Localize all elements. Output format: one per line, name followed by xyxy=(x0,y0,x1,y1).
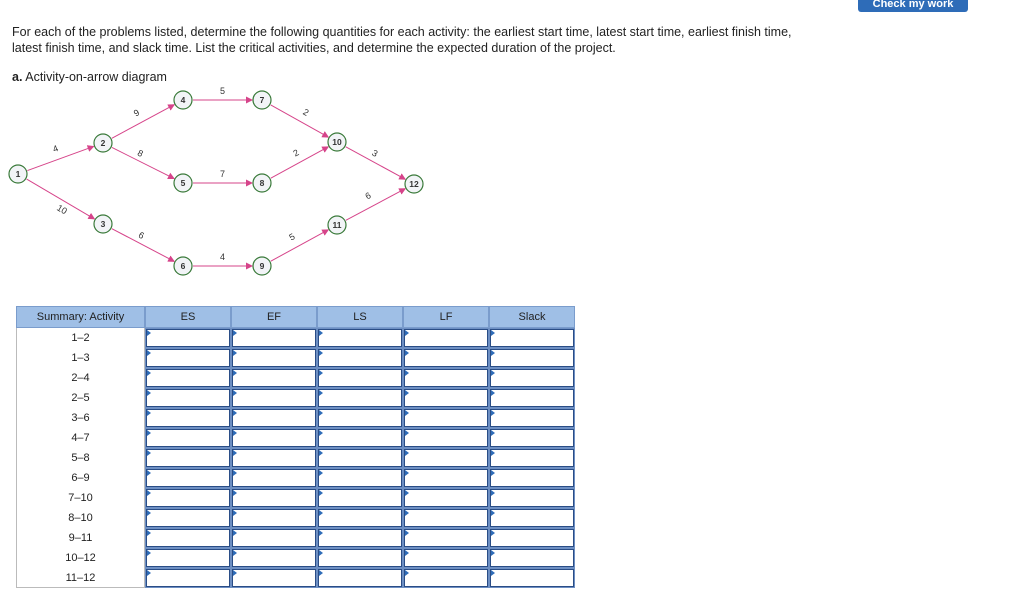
es-input[interactable] xyxy=(146,409,230,427)
activity-duration-label: 9 xyxy=(131,107,142,119)
ls-input[interactable] xyxy=(318,529,402,547)
lf-cell xyxy=(403,508,489,528)
ef-input[interactable] xyxy=(232,429,316,447)
slack-cell xyxy=(489,448,575,468)
slack-input[interactable] xyxy=(490,349,574,367)
ls-input[interactable] xyxy=(318,509,402,527)
ls-cell xyxy=(317,528,403,548)
event-node-3 xyxy=(94,215,112,233)
table-row xyxy=(16,348,575,368)
activity-duration-label: 7 xyxy=(219,169,226,179)
event-node-11 xyxy=(328,216,346,234)
lf-input[interactable] xyxy=(404,389,488,407)
activity-duration-label: 2 xyxy=(301,106,311,118)
es-input[interactable] xyxy=(146,509,230,527)
slack-cell xyxy=(489,408,575,428)
slack-column-header: Slack xyxy=(489,306,575,328)
event-node-label: 7 xyxy=(259,95,265,105)
event-node-label: 8 xyxy=(259,178,265,188)
es-input[interactable] xyxy=(146,429,230,447)
lf-cell xyxy=(403,448,489,468)
activity-label: 10–12 xyxy=(16,548,145,568)
event-node-label: 4 xyxy=(180,95,186,105)
activity-label: 7–10 xyxy=(16,488,145,508)
ls-cell xyxy=(317,328,403,348)
es-cell xyxy=(145,488,231,508)
ef-cell xyxy=(231,348,317,368)
event-node-label: 10 xyxy=(332,137,342,147)
slack-cell xyxy=(489,328,575,348)
slack-input[interactable] xyxy=(490,509,574,527)
ef-cell xyxy=(231,528,317,548)
event-node-label: 5 xyxy=(180,178,186,188)
ef-cell xyxy=(231,488,317,508)
activity-duration-label: 8 xyxy=(135,147,145,159)
slack-cell xyxy=(489,568,575,588)
activity-column-header: Summary: Activity xyxy=(16,306,145,328)
activity-label: 6–9 xyxy=(16,468,145,488)
lf-cell xyxy=(403,468,489,488)
es-cell xyxy=(145,388,231,408)
ef-cell xyxy=(231,428,317,448)
problem-instructions: For each of the problems listed, determine the following quantities for each activity: the earliest start time, latest start time, earliest finish time, latest finish time, and slack time. List the critical activities, and determine the expected duration of the project. xyxy=(12,25,792,55)
slack-input[interactable] xyxy=(490,549,574,567)
event-node-2 xyxy=(94,134,112,152)
check-my-work-button[interactable]: Check my work xyxy=(858,0,968,12)
lf-input[interactable] xyxy=(404,329,488,347)
ef-input[interactable] xyxy=(232,489,316,507)
table-row xyxy=(16,508,575,528)
ef-cell xyxy=(231,448,317,468)
ls-cell xyxy=(317,468,403,488)
event-node-label: 11 xyxy=(332,220,342,230)
ls-input[interactable] xyxy=(318,549,402,567)
lf-input[interactable] xyxy=(404,469,488,487)
ef-input[interactable] xyxy=(232,369,316,387)
lf-input[interactable] xyxy=(404,509,488,527)
slack-input[interactable] xyxy=(490,569,574,587)
activity-label: 3–6 xyxy=(16,408,145,428)
activity-label: 11–12 xyxy=(16,568,145,588)
lf-cell xyxy=(403,348,489,368)
activity-duration-label: 5 xyxy=(219,86,226,96)
event-node-label: 9 xyxy=(259,261,265,271)
lf-input[interactable] xyxy=(404,489,488,507)
activity-duration-label: 4 xyxy=(219,252,226,262)
es-input[interactable] xyxy=(146,329,230,347)
ls-cell xyxy=(317,548,403,568)
ls-column-header: LS xyxy=(317,306,403,328)
event-node-4 xyxy=(174,91,192,109)
activity-duration-label: 5 xyxy=(287,231,297,243)
ls-input[interactable] xyxy=(318,369,402,387)
slack-cell xyxy=(489,548,575,568)
ef-input[interactable] xyxy=(232,469,316,487)
ef-input[interactable] xyxy=(232,569,316,587)
event-node-label: 6 xyxy=(180,261,186,271)
lf-cell xyxy=(403,428,489,448)
slack-cell xyxy=(489,428,575,448)
event-node-6 xyxy=(174,257,192,275)
event-node-1 xyxy=(9,165,27,183)
ef-cell xyxy=(231,388,317,408)
activity-duration-label: 4 xyxy=(51,143,60,155)
lf-column-header: LF xyxy=(403,306,489,328)
ls-cell xyxy=(317,428,403,448)
slack-cell xyxy=(489,368,575,388)
table-row xyxy=(16,468,575,488)
ef-cell xyxy=(231,548,317,568)
lf-cell xyxy=(403,568,489,588)
es-input[interactable] xyxy=(146,389,230,407)
slack-cell xyxy=(489,508,575,528)
ef-cell xyxy=(231,568,317,588)
slack-input[interactable] xyxy=(490,469,574,487)
lf-cell xyxy=(403,388,489,408)
ls-cell xyxy=(317,488,403,508)
ls-cell xyxy=(317,348,403,368)
lf-cell xyxy=(403,368,489,388)
es-cell xyxy=(145,368,231,388)
ls-cell xyxy=(317,408,403,428)
es-cell xyxy=(145,548,231,568)
lf-input[interactable] xyxy=(404,569,488,587)
event-node-8 xyxy=(253,174,271,192)
activity-label: 1–2 xyxy=(16,328,145,348)
lf-input[interactable] xyxy=(404,429,488,447)
table-header-row xyxy=(16,306,575,328)
lf-input[interactable] xyxy=(404,409,488,427)
event-node-5 xyxy=(174,174,192,192)
activity-on-arrow-diagram xyxy=(0,0,1024,300)
es-cell xyxy=(145,568,231,588)
es-cell xyxy=(145,408,231,428)
es-input[interactable] xyxy=(146,369,230,387)
activity-arrow-1-2 xyxy=(27,146,93,170)
table-row xyxy=(16,408,575,428)
ls-input[interactable] xyxy=(318,409,402,427)
ef-input[interactable] xyxy=(232,329,316,347)
es-input[interactable] xyxy=(146,489,230,507)
table-row xyxy=(16,388,575,408)
part-a-title: Activity-on-arrow diagram xyxy=(25,70,167,84)
ef-cell xyxy=(231,408,317,428)
activity-label: 2–4 xyxy=(16,368,145,388)
ef-input[interactable] xyxy=(232,529,316,547)
es-column-header: ES xyxy=(145,306,231,328)
ls-cell xyxy=(317,568,403,588)
activity-duration-label: 3 xyxy=(370,147,380,159)
ls-input[interactable] xyxy=(318,429,402,447)
event-node-label: 1 xyxy=(15,169,21,179)
es-input[interactable] xyxy=(146,529,230,547)
lf-cell xyxy=(403,408,489,428)
event-node-label: 12 xyxy=(409,179,419,189)
ef-input[interactable] xyxy=(232,349,316,367)
slack-input[interactable] xyxy=(490,529,574,547)
slack-input[interactable] xyxy=(490,429,574,447)
lf-cell xyxy=(403,488,489,508)
activity-arrow-7-10 xyxy=(271,105,329,137)
es-cell xyxy=(145,468,231,488)
ef-cell xyxy=(231,328,317,348)
es-input[interactable] xyxy=(146,449,230,467)
table-row xyxy=(16,568,575,588)
lf-input[interactable] xyxy=(404,369,488,387)
lf-input[interactable] xyxy=(404,349,488,367)
ls-input[interactable] xyxy=(318,349,402,367)
lf-cell xyxy=(403,548,489,568)
activity-label: 5–8 xyxy=(16,448,145,468)
activity-arrow-11-12 xyxy=(346,189,405,221)
slack-cell xyxy=(489,488,575,508)
slack-input[interactable] xyxy=(490,489,574,507)
table-row xyxy=(16,548,575,568)
ls-input[interactable] xyxy=(318,449,402,467)
ls-cell xyxy=(317,368,403,388)
lf-cell xyxy=(403,528,489,548)
activity-label: 9–11 xyxy=(16,528,145,548)
slack-cell xyxy=(489,348,575,368)
activity-arrow-8-10 xyxy=(271,147,328,178)
activity-duration-label: 6 xyxy=(136,229,146,241)
activity-label: 2–5 xyxy=(16,388,145,408)
lf-input[interactable] xyxy=(404,449,488,467)
es-input[interactable] xyxy=(146,549,230,567)
lf-cell xyxy=(403,328,489,348)
activity-label: 8–10 xyxy=(16,508,145,528)
event-node-9 xyxy=(253,257,271,275)
table-row xyxy=(16,428,575,448)
activity-duration-label: 6 xyxy=(363,190,373,202)
activity-duration-label: 2 xyxy=(291,147,301,159)
lf-input[interactable] xyxy=(404,549,488,567)
table-row xyxy=(16,488,575,508)
slack-input[interactable] xyxy=(490,449,574,467)
ls-input[interactable] xyxy=(318,569,402,587)
ef-input[interactable] xyxy=(232,389,316,407)
activity-label: 1–3 xyxy=(16,348,145,368)
es-cell xyxy=(145,528,231,548)
table-row xyxy=(16,328,575,348)
ef-input[interactable] xyxy=(232,449,316,467)
slack-cell xyxy=(489,388,575,408)
ls-input[interactable] xyxy=(318,489,402,507)
ls-input[interactable] xyxy=(318,469,402,487)
event-node-12 xyxy=(405,175,423,193)
slack-input[interactable] xyxy=(490,369,574,387)
ef-input[interactable] xyxy=(232,509,316,527)
slack-input[interactable] xyxy=(490,329,574,347)
activity-duration-label: 10 xyxy=(55,202,69,217)
activity-arrow-9-11 xyxy=(271,230,328,261)
ls-cell xyxy=(317,448,403,468)
event-node-label: 3 xyxy=(100,219,106,229)
ef-input[interactable] xyxy=(232,549,316,567)
ef-cell xyxy=(231,468,317,488)
ls-cell xyxy=(317,508,403,528)
slack-cell xyxy=(489,468,575,488)
ef-column-header: EF xyxy=(231,306,317,328)
table-row xyxy=(16,368,575,388)
ls-input[interactable] xyxy=(318,329,402,347)
activity-label: 4–7 xyxy=(16,428,145,448)
activity-arrow-2-4 xyxy=(112,105,174,139)
es-input[interactable] xyxy=(146,569,230,587)
es-cell xyxy=(145,428,231,448)
activity-summary-table xyxy=(16,306,575,588)
event-node-7 xyxy=(253,91,271,109)
event-node-label: 2 xyxy=(100,138,106,148)
ef-input[interactable] xyxy=(232,409,316,427)
part-a-prefix: a. xyxy=(12,70,23,84)
es-cell xyxy=(145,348,231,368)
es-cell xyxy=(145,328,231,348)
lf-input[interactable] xyxy=(404,529,488,547)
es-cell xyxy=(145,448,231,468)
event-node-10 xyxy=(328,133,346,151)
ef-cell xyxy=(231,508,317,528)
slack-input[interactable] xyxy=(490,389,574,407)
slack-cell xyxy=(489,528,575,548)
table-row xyxy=(16,528,575,548)
ls-cell xyxy=(317,388,403,408)
ls-input[interactable] xyxy=(318,389,402,407)
table-row xyxy=(16,448,575,468)
es-cell xyxy=(145,508,231,528)
slack-input[interactable] xyxy=(490,409,574,427)
ef-cell xyxy=(231,368,317,388)
es-input[interactable] xyxy=(146,349,230,367)
es-input[interactable] xyxy=(146,469,230,487)
